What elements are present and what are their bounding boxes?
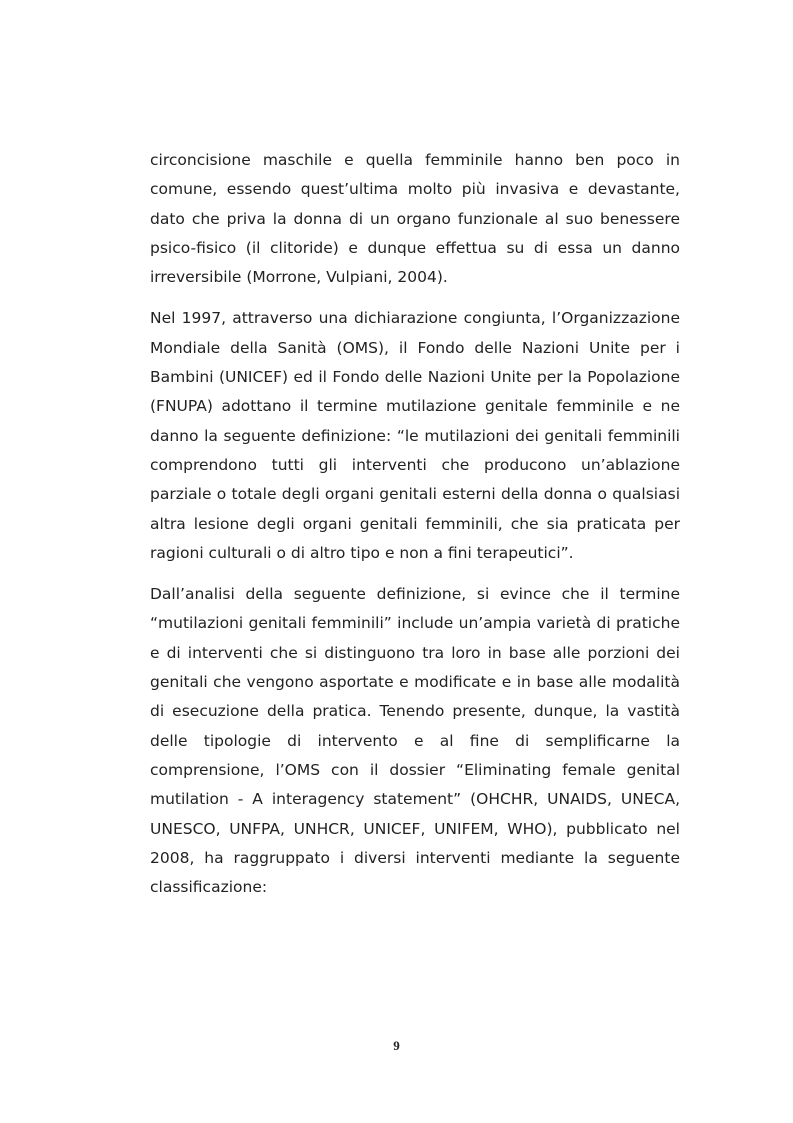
paragraph-classification-intro: Dall’analisi della seguente definizione, si evince che il termine “mutilazioni genitali femminili” include un’ampia varietà di pratiche e di interventi che si distinguono tra loro in base alle porzioni dei genitali che vengono asportate e modificate e in base alle modalità di esecuzione della pratica. Tenendo presente, dunque, la vastità delle tipologie di intervento e al fine di semplificarne la comprensione, l’OMS con il dossier “Eliminating female genital mutilation - A interagency statement” (OHCHR, UNAIDS, UNECA, UNESCO, UNFPA, UNHCR, UNICEF, UNIFEM, WHO), pubblicato nel 2008, ha raggruppato i diversi interventi mediante la seguente classificazione:	[150, 585, 680, 897]
body-text	[150, 146, 680, 914]
page-number: 9	[393, 1038, 400, 1053]
paragraph-circumcision-comparison: circoncisione maschile e quella femminile hanno ben poco in comune, essendo quest’ultima molto più invasiva e devastante, dato che priva la donna di un organo funzionale al suo benessere psico-fisico (il clitoride) e dunque effettua su di essa un danno irreversibile (Morrone, Vulpiani, 2004).	[150, 151, 680, 287]
paragraph-oms-definition: Nel 1997, attraverso una dichiarazione congiunta, l’Organizzazione Mondiale della Sanità (OMS), il Fondo delle Nazioni Unite per i Bambini (UNICEF) ed il Fondo delle Nazioni Unite per la Popolazione (FNUPA) adottano il termine mutilazione genitale femminile e ne danno la seguente definizione: “le mutilazioni dei genitali femminili comprendono tutti gli interventi che producono un’ablazione parziale o totale degli organi genitali esterni della donna o qualsiasi altra lesione degli organi genitali femminili, che sia praticata per ragioni culturali o di altro tipo e non a fini terapeutici”.	[150, 309, 680, 562]
